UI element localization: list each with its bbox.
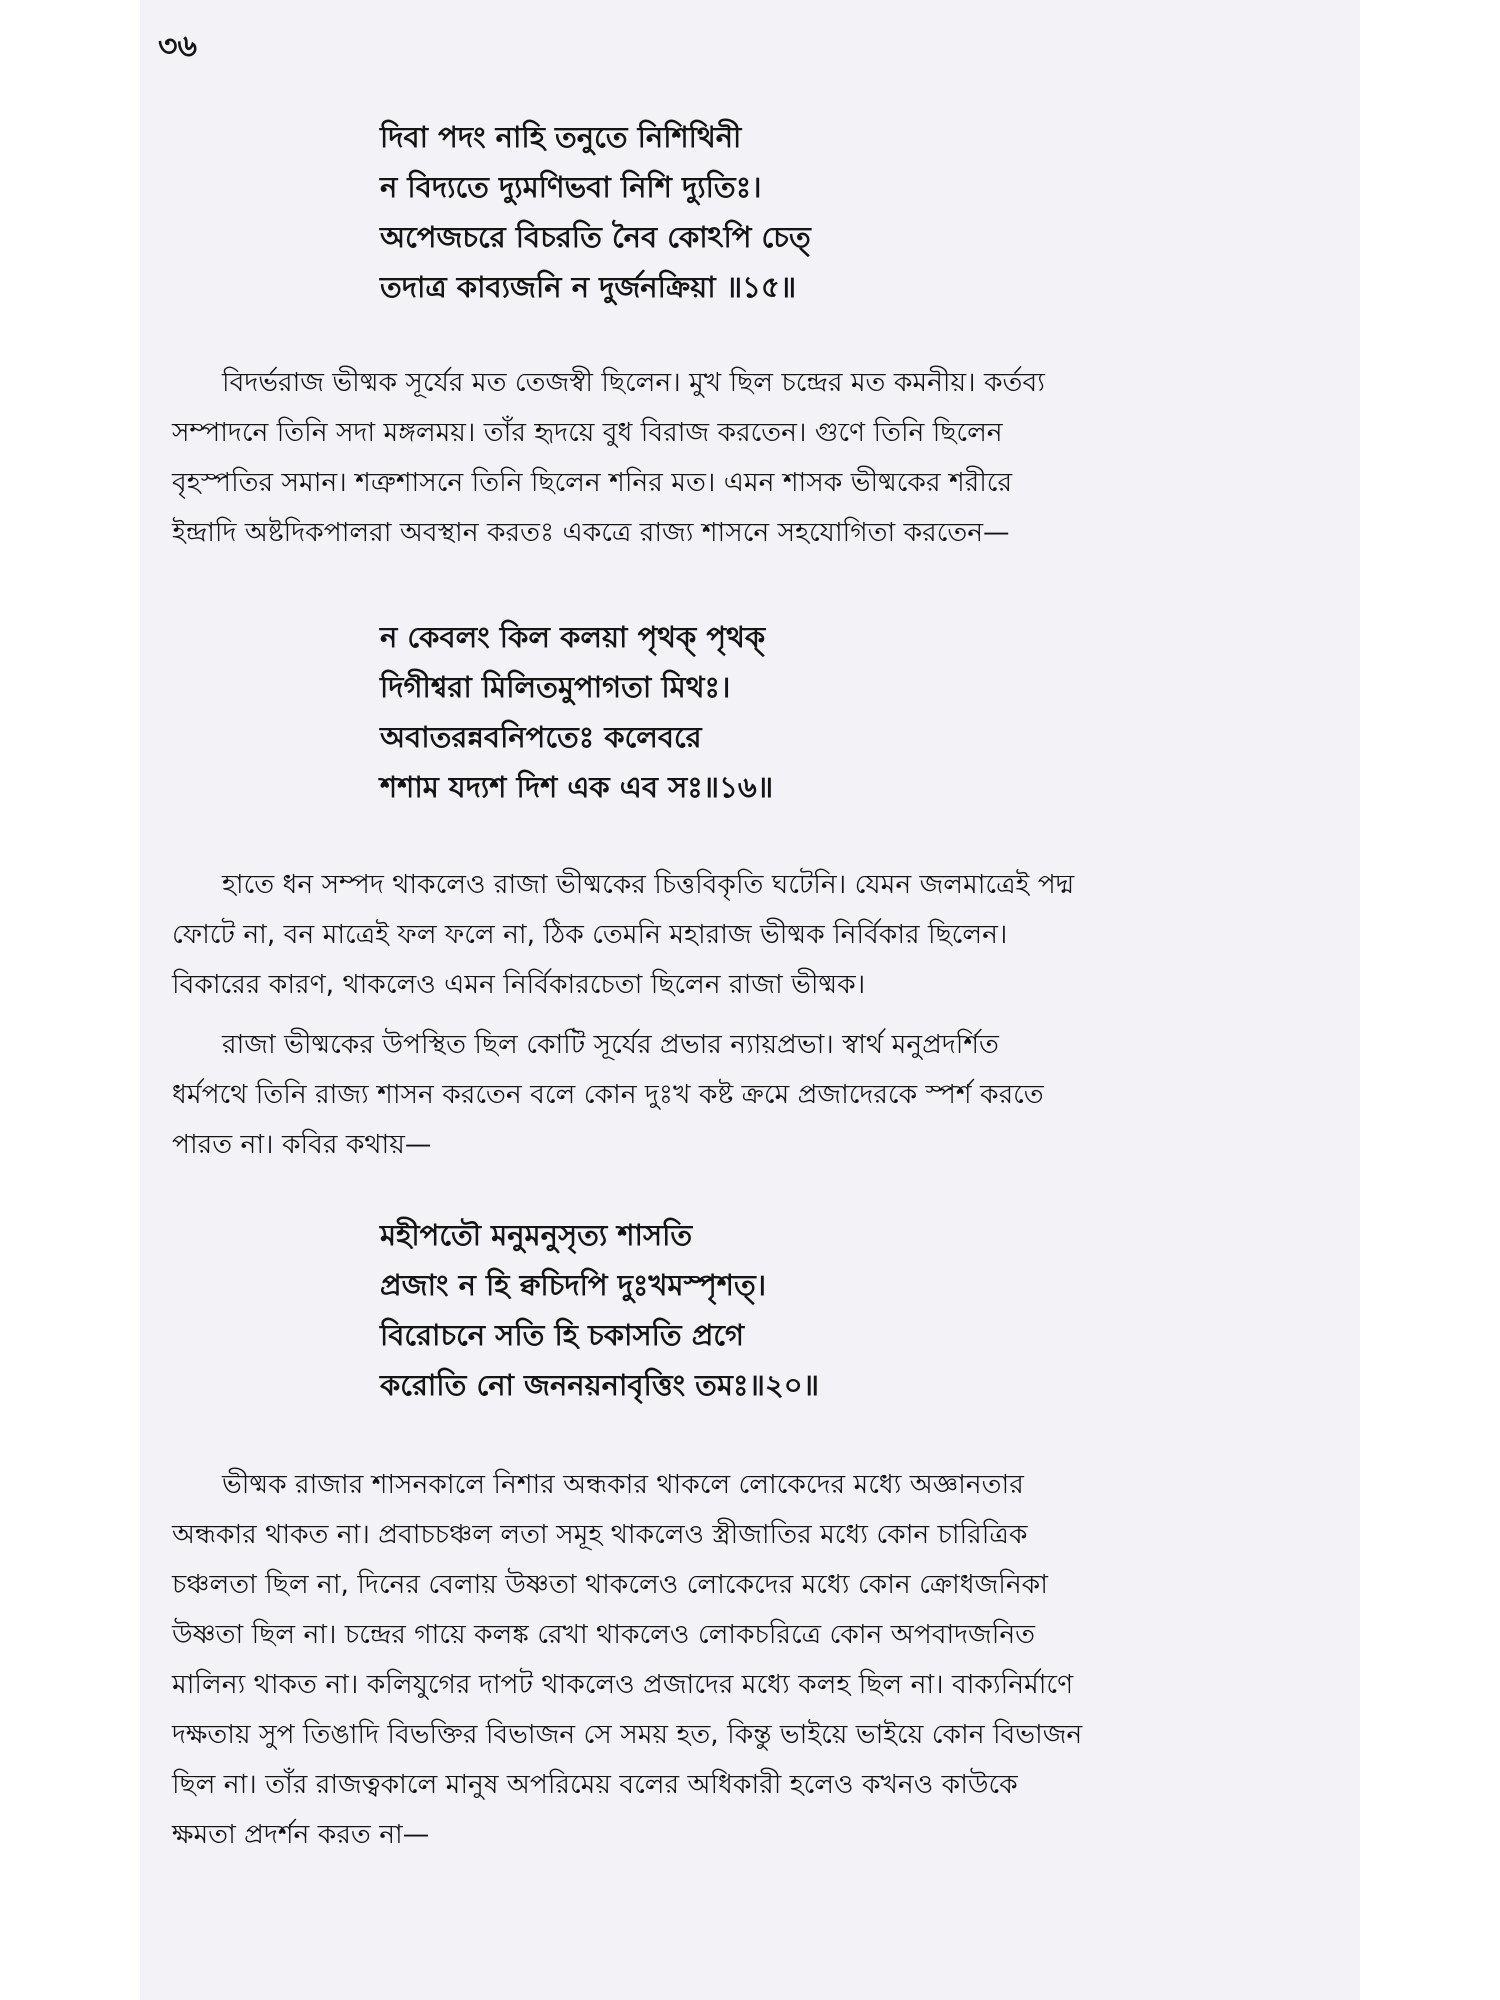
verse-line: করোতি নো জননয়নাবৃত্তিং তমঃ॥২০॥ (380, 1368, 820, 1402)
paragraph (172, 1460, 1328, 1860)
verse-line: বিরোচনে সতি হি চকাসতি প্রগে (380, 1318, 745, 1352)
verse-line: দিগীশ্বরা মিলিতমুপাগতা মিথঃ। (380, 670, 731, 704)
verse-block (380, 1210, 1280, 1410)
verse-line: ন বিদ্যতে দ্যুমণিভবা নিশি দ্যুতিঃ। (380, 170, 762, 204)
paragraph-line: চঞ্চলতা ছিল না, দিনের বেলায় উষ্ণতা থাকলেও লোকেদের মধ্যে কোন ক্রোধজনিকা (172, 1569, 1048, 1600)
paragraph-line: পারত না। কবির কথায়— (172, 1129, 432, 1160)
paragraph-line: মালিন্য থাকত না। কলিযুগের দাপট থাকলেও প্রজাদের মধ্যে কলহ ছিল না। বাক্যনির্মাণে (172, 1669, 1074, 1700)
page-number: ৩৬ (158, 29, 198, 64)
paragraph-line: রাজা ভীষ্মকের উপস্থিত ছিল কোটি সূর্যের প্রভার ন্যায়প্রভা। স্বার্থ মনুপ্রদর্শিত (222, 1029, 999, 1060)
verse-line: অবাতরন্নবনিপতেঃ কলেবরে (380, 720, 702, 754)
paragraph-line: ভীষ্মক রাজার শাসনকালে নিশার অন্ধকার থাকলে লোকেদের মধ্যে অজ্ঞানতার (222, 1469, 1024, 1500)
paragraph-line: দক্ষতায় সুপ তিঙাদি বিভক্তির বিভাজন সে সময় হত, কিন্তু ভাইয়ে ভাইয়ে কোন বিভাজন (172, 1719, 1083, 1750)
paragraph-line: বিকারের কারণ, থাকলেও এমন নির্বিকারচেতা ছিলেন রাজা ভীষ্মক। (172, 969, 866, 1000)
verse-line: তদাত্র কাব্যজনি ন দুর্জনক্রিয়া ॥১৫॥ (380, 270, 797, 304)
paragraph-line: অন্ধকার থাকত না। প্রবাচচঞ্চল লতা সমূহ থাকলেও স্ত্রীজাতির মধ্যে কোন চারিত্রিক (172, 1519, 1028, 1550)
paragraph-line: ক্ষমতা প্রদর্শন করত না— (172, 1819, 430, 1850)
verse-line: মহীপতৌ মনুমনুসৃত্য শাসতি (380, 1218, 693, 1252)
paragraph-line: বিদর্ভরাজ ভীষ্মক সূর্যের মত তেজস্বী ছিলেন। মুখ ছিল চন্দ্রের মত কমনীয়। কর্তব্য (222, 367, 1045, 398)
paragraph-line: বৃহস্পতির সমান। শত্রুশাসনে তিনি ছিলেন শনির মত। এমন শাসক ভীষ্মকের শরীরে (172, 467, 1013, 498)
paragraph-line: উষ্ণতা ছিল না। চন্দ্রের গায়ে কলঙ্ক রেখা থাকলেও লোকচরিত্রে কোন অপবাদজনিত (172, 1619, 1036, 1650)
verse-line: দিবা পদং নাহি তনুতে নিশিথিনী (380, 120, 742, 154)
verse-block (380, 112, 1280, 312)
paragraph (172, 1020, 1328, 1170)
verse-line: ন কেবলং কিল কলয়া পৃথক্ পৃথক্ (380, 620, 766, 654)
verse-line: শশাম যদ্যশ দিশ এক এব সঃ॥১৬॥ (380, 770, 774, 804)
paragraph-line: সম্পাদনে তিনি সদা মঙ্গলময়। তাঁর হৃদয়ে বুধ বিরাজ করতেন। গুণে তিনি ছিলেন (172, 417, 1003, 448)
paragraph-line: ছিল না। তাঁর রাজত্বকালে মানুষ অপরিমেয় বলের অধিকারী হলেও কখনও কাউকে (172, 1769, 1018, 1800)
paragraph-line: হাতে ধন সম্পদ থাকলেও রাজা ভীষ্মকের চিত্তবিকৃতি ঘটেনি। যেমন জলমাত্রেই পদ্ম (222, 869, 1075, 900)
paragraph-line: ইন্দ্রাদি অষ্টদিকপালরা অবস্থান করতঃ একত্রে রাজ্য শাসনে সহযোগিতা করতেন— (172, 517, 1010, 548)
verse-line: প্রজাং ন হি ক্বচিদপি দুঃখমস্পৃশত্। (380, 1268, 767, 1302)
paragraph (172, 358, 1328, 558)
paragraph (172, 860, 1328, 1010)
paragraph-line: ধর্মপথে তিনি রাজ্য শাসন করতেন বলে কোন দুঃখ কষ্ট ক্রমে প্রজাদেরকে স্পর্শ করতে (172, 1079, 1044, 1110)
book-page (140, 0, 1360, 2000)
verse-block (380, 612, 1280, 812)
paragraph-line: ফোটে না, বন মাত্রেই ফল ফলে না, ঠিক তেমনি মহারাজ ভীষ্মক নির্বিকার ছিলেন। (172, 919, 1008, 950)
verse-line: অপেজচরে বিচরতি নৈব কোঽপি চেত্ (380, 220, 811, 254)
